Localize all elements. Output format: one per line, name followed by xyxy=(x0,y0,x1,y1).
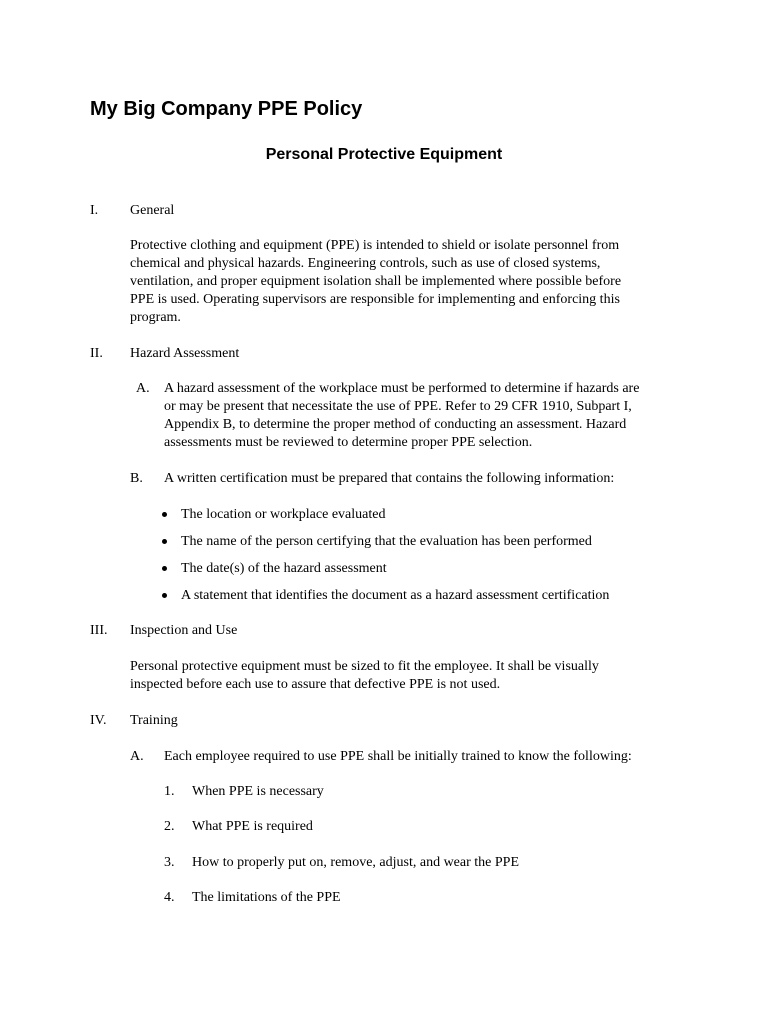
bullet-dot xyxy=(162,512,167,517)
bullet-item: The date(s) of the hazard assessment xyxy=(181,561,387,576)
paragraph-line: program. xyxy=(130,310,181,325)
numbered-item-number: 4. xyxy=(164,890,175,905)
numbered-item-text: When PPE is necessary xyxy=(192,784,324,799)
numbered-item-text: What PPE is required xyxy=(192,819,313,834)
bullet-dot xyxy=(162,566,167,571)
paragraph-line: or may be present that necessitate the use of PPE. Refer to 29 CFR 1910, Subpart I, xyxy=(164,399,632,414)
paragraph-line: Appendix B, to determine the proper method of conducting an assessment. Hazard xyxy=(164,417,627,432)
paragraph-line: Protective clothing and equipment (PPE) is intended to shield or isolate personnel from xyxy=(130,238,620,253)
section-1-numeral: I. xyxy=(90,203,99,218)
section-2-b-text: A written certification must be prepared that contains the following information: xyxy=(164,471,615,486)
section-1-paragraph xyxy=(130,237,621,327)
section-1-heading: General xyxy=(130,203,175,218)
paragraph-line: Personal protective equipment must be sized to fit the employee. It shall be visually xyxy=(130,659,599,674)
numbered-item-number: 3. xyxy=(164,855,175,870)
paragraph-line: assessments must be reviewed to determine proper PPE selection. xyxy=(164,435,533,450)
section-2-numeral: II. xyxy=(90,346,103,361)
section-4-numeral: IV. xyxy=(90,713,107,728)
paragraph-line: inspected before each use to assure that defective PPE is not used. xyxy=(130,677,501,692)
bullet-dot xyxy=(162,593,167,598)
document-title: My Big Company PPE Policy xyxy=(90,98,363,120)
section-4-a-label: A. xyxy=(130,749,144,764)
numbered-item-number: 2. xyxy=(164,819,175,834)
paragraph-line: A hazard assessment of the workplace must be performed to determine if hazards are xyxy=(164,381,640,396)
document-subtitle: Personal Protective Equipment xyxy=(265,146,503,163)
section-4-a-text: Each employee required to use PPE shall be initially trained to know the following: xyxy=(164,749,632,764)
paragraph-line: PPE is used. Operating supervisors are responsible for implementing and enforcing this xyxy=(130,292,620,307)
numbered-item-text: How to properly put on, remove, adjust, and wear the PPE xyxy=(192,855,519,870)
bullet-item: A statement that identifies the document as a hazard assessment certification xyxy=(181,588,610,603)
numbered-item-number: 1. xyxy=(164,784,175,799)
section-3-paragraph xyxy=(130,658,599,694)
bullet-item: The location or workplace evaluated xyxy=(181,507,386,522)
section-4-heading: Training xyxy=(130,713,178,728)
bullet-item: The name of the person certifying that the evaluation has been performed xyxy=(181,534,592,549)
numbered-item-text: The limitations of the PPE xyxy=(192,890,341,905)
section-2-b-label: B. xyxy=(130,471,143,486)
section-3-heading: Inspection and Use xyxy=(130,623,238,638)
section-2-a-text xyxy=(164,380,639,452)
bullet-dot xyxy=(162,539,167,544)
paragraph-line: ventilation, and proper equipment isolation shall be implemented where possible before xyxy=(130,274,622,289)
section-3-numeral: III. xyxy=(90,623,108,638)
section-2-a-label: A. xyxy=(136,381,150,396)
paragraph-line: chemical and physical hazards. Engineering controls, such as use of closed systems, xyxy=(130,256,601,271)
section-2-heading: Hazard Assessment xyxy=(130,346,240,361)
